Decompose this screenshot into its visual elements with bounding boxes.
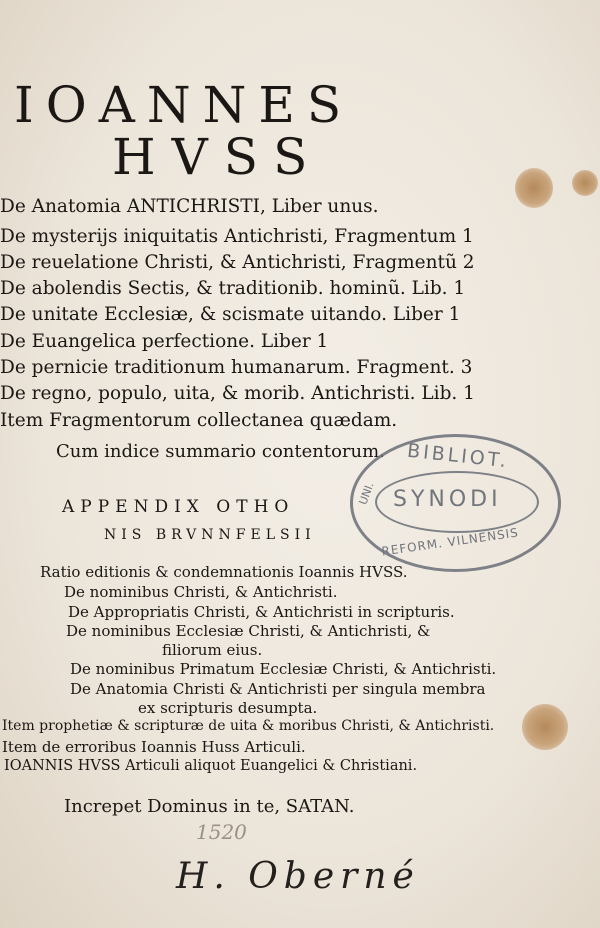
appendix-item: Ratio editionis & condemnationis Ioannis HVSS. [40,563,408,581]
work-item: De Euangelica perfectione. Liber 1 [0,331,329,352]
appendix-item: Item prophetiæ & scripturæ de uita & moribus Christi, & Antichristi. [2,718,495,734]
appendix-item: ex scripturis desumpta. [138,699,318,717]
appendix-item: De nominibus Primatum Ecclesiæ Christi, & Antichristi. [70,660,497,678]
work-item: De mysterijs iniquitatis Antichristi, Fragmentum 1 [0,226,474,247]
title-author-first: IOANNES [14,76,354,134]
appendix-item: De nominibus Christi, & Antichristi. [64,583,338,601]
stamp-left-text: UNI. [356,480,377,507]
foxing-spot [515,168,553,208]
work-item: De reuelatione Christi, & Antichristi, Fragmentũ 2 [0,252,475,273]
closing-motto: Increpet Dominus in te, SATAN. [64,796,355,817]
appendix-item: IOANNIS HVSS Articuli aliquot Euangelici & Christiani. [4,758,418,774]
work-item: De Anatomia ANTICHRISTI, Liber unus. [0,196,379,217]
appendix-heading: APPENDIX OTHO [62,497,295,517]
work-item: Item Fragmentorum collectanea quædam. [0,410,398,431]
work-item: De regno, populo, uita, & morib. Antichristi. Lib. 1 [0,383,475,404]
appendix-item: De Anatomia Christi & Antichristi per singula membra [70,680,486,698]
stamp-bottom-text: REFORM. VILNENSIS [380,525,520,559]
handwritten-owner: H. Oberné [176,856,420,897]
work-item: De pernicie traditionum humanarum. Fragment. 3 [0,357,473,378]
library-stamp [350,434,561,572]
foxing-spot [522,704,568,750]
work-item: De abolendis Sectis, & traditionib. hominũ. Lib. 1 [0,278,466,299]
work-item: De unitate Ecclesiæ, & scismate uitando. Liber 1 [0,304,461,325]
appendix-item: De Appropriatis Christi, & Antichristi in scripturis. [68,603,455,621]
appendix-item: filiorum eius. [162,641,263,659]
title-author-last: HVSS [112,128,324,186]
foxing-spot [572,170,598,196]
stamp-top-text: BIBLIOT. [406,439,511,473]
appendix-item: De nominibus Ecclesiæ Christi, & Antichristi, & [66,622,431,640]
handwritten-number: 1520 [196,820,247,844]
appendix-heading-cont: NIS BRVNNFELSII [104,527,316,543]
stamp-middle-text: SYNODI [393,487,502,512]
index-note: Cum indice summario contentorum. [56,441,385,462]
appendix-item: Item de erroribus Ioannis Huss Articuli. [2,738,306,756]
